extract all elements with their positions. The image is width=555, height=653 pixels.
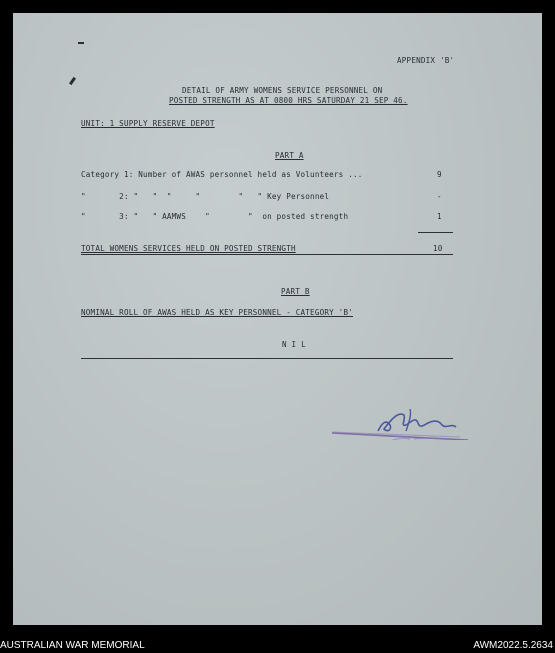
appendix-label: APPENDIX 'B' (397, 56, 455, 65)
footer-right-label: AWM2022.5.2634 (473, 640, 553, 651)
category-value: 9 (437, 170, 442, 179)
paper-mark (78, 42, 84, 44)
category-row: Category 1: Number of AWAS personnel held as Volunteers ... (81, 170, 363, 179)
footer-left-label: AUSTRALIAN WAR MEMORIAL (0, 640, 145, 651)
unit-label: UNIT: 1 SUPPLY RESERVE DEPOT (81, 119, 215, 128)
bottom-rule (81, 358, 453, 359)
category-row: " 3: " " AAMWS " " on posted strength (81, 212, 349, 221)
signature-stamp (320, 395, 470, 440)
category-value: 1 (437, 212, 442, 221)
category-row: " 2: " " " " " " Key Personnel (81, 192, 330, 201)
document-title-line1: DETAIL OF ARMY WOMENS SERVICE PERSONNEL ON (182, 86, 383, 95)
sum-rule (418, 232, 453, 233)
total-value: 10 (433, 244, 443, 253)
total-rule (81, 254, 453, 255)
nil-text: N I L (282, 340, 306, 349)
total-label: TOTAL WOMENS SERVICES HELD ON POSTED STRENGTH (81, 244, 296, 253)
category-value: - (437, 192, 442, 201)
part-b-heading: PART B (281, 287, 310, 296)
nominal-roll-label: NOMINAL ROLL OF AWAS HELD AS KEY PERSONNEL - CATEGORY 'B' (81, 308, 353, 317)
document-title-line2: POSTED STRENGTH AS AT 0800 HRS SATURDAY 21 SEP 46. (169, 96, 408, 105)
part-a-heading: PART A (275, 151, 304, 160)
